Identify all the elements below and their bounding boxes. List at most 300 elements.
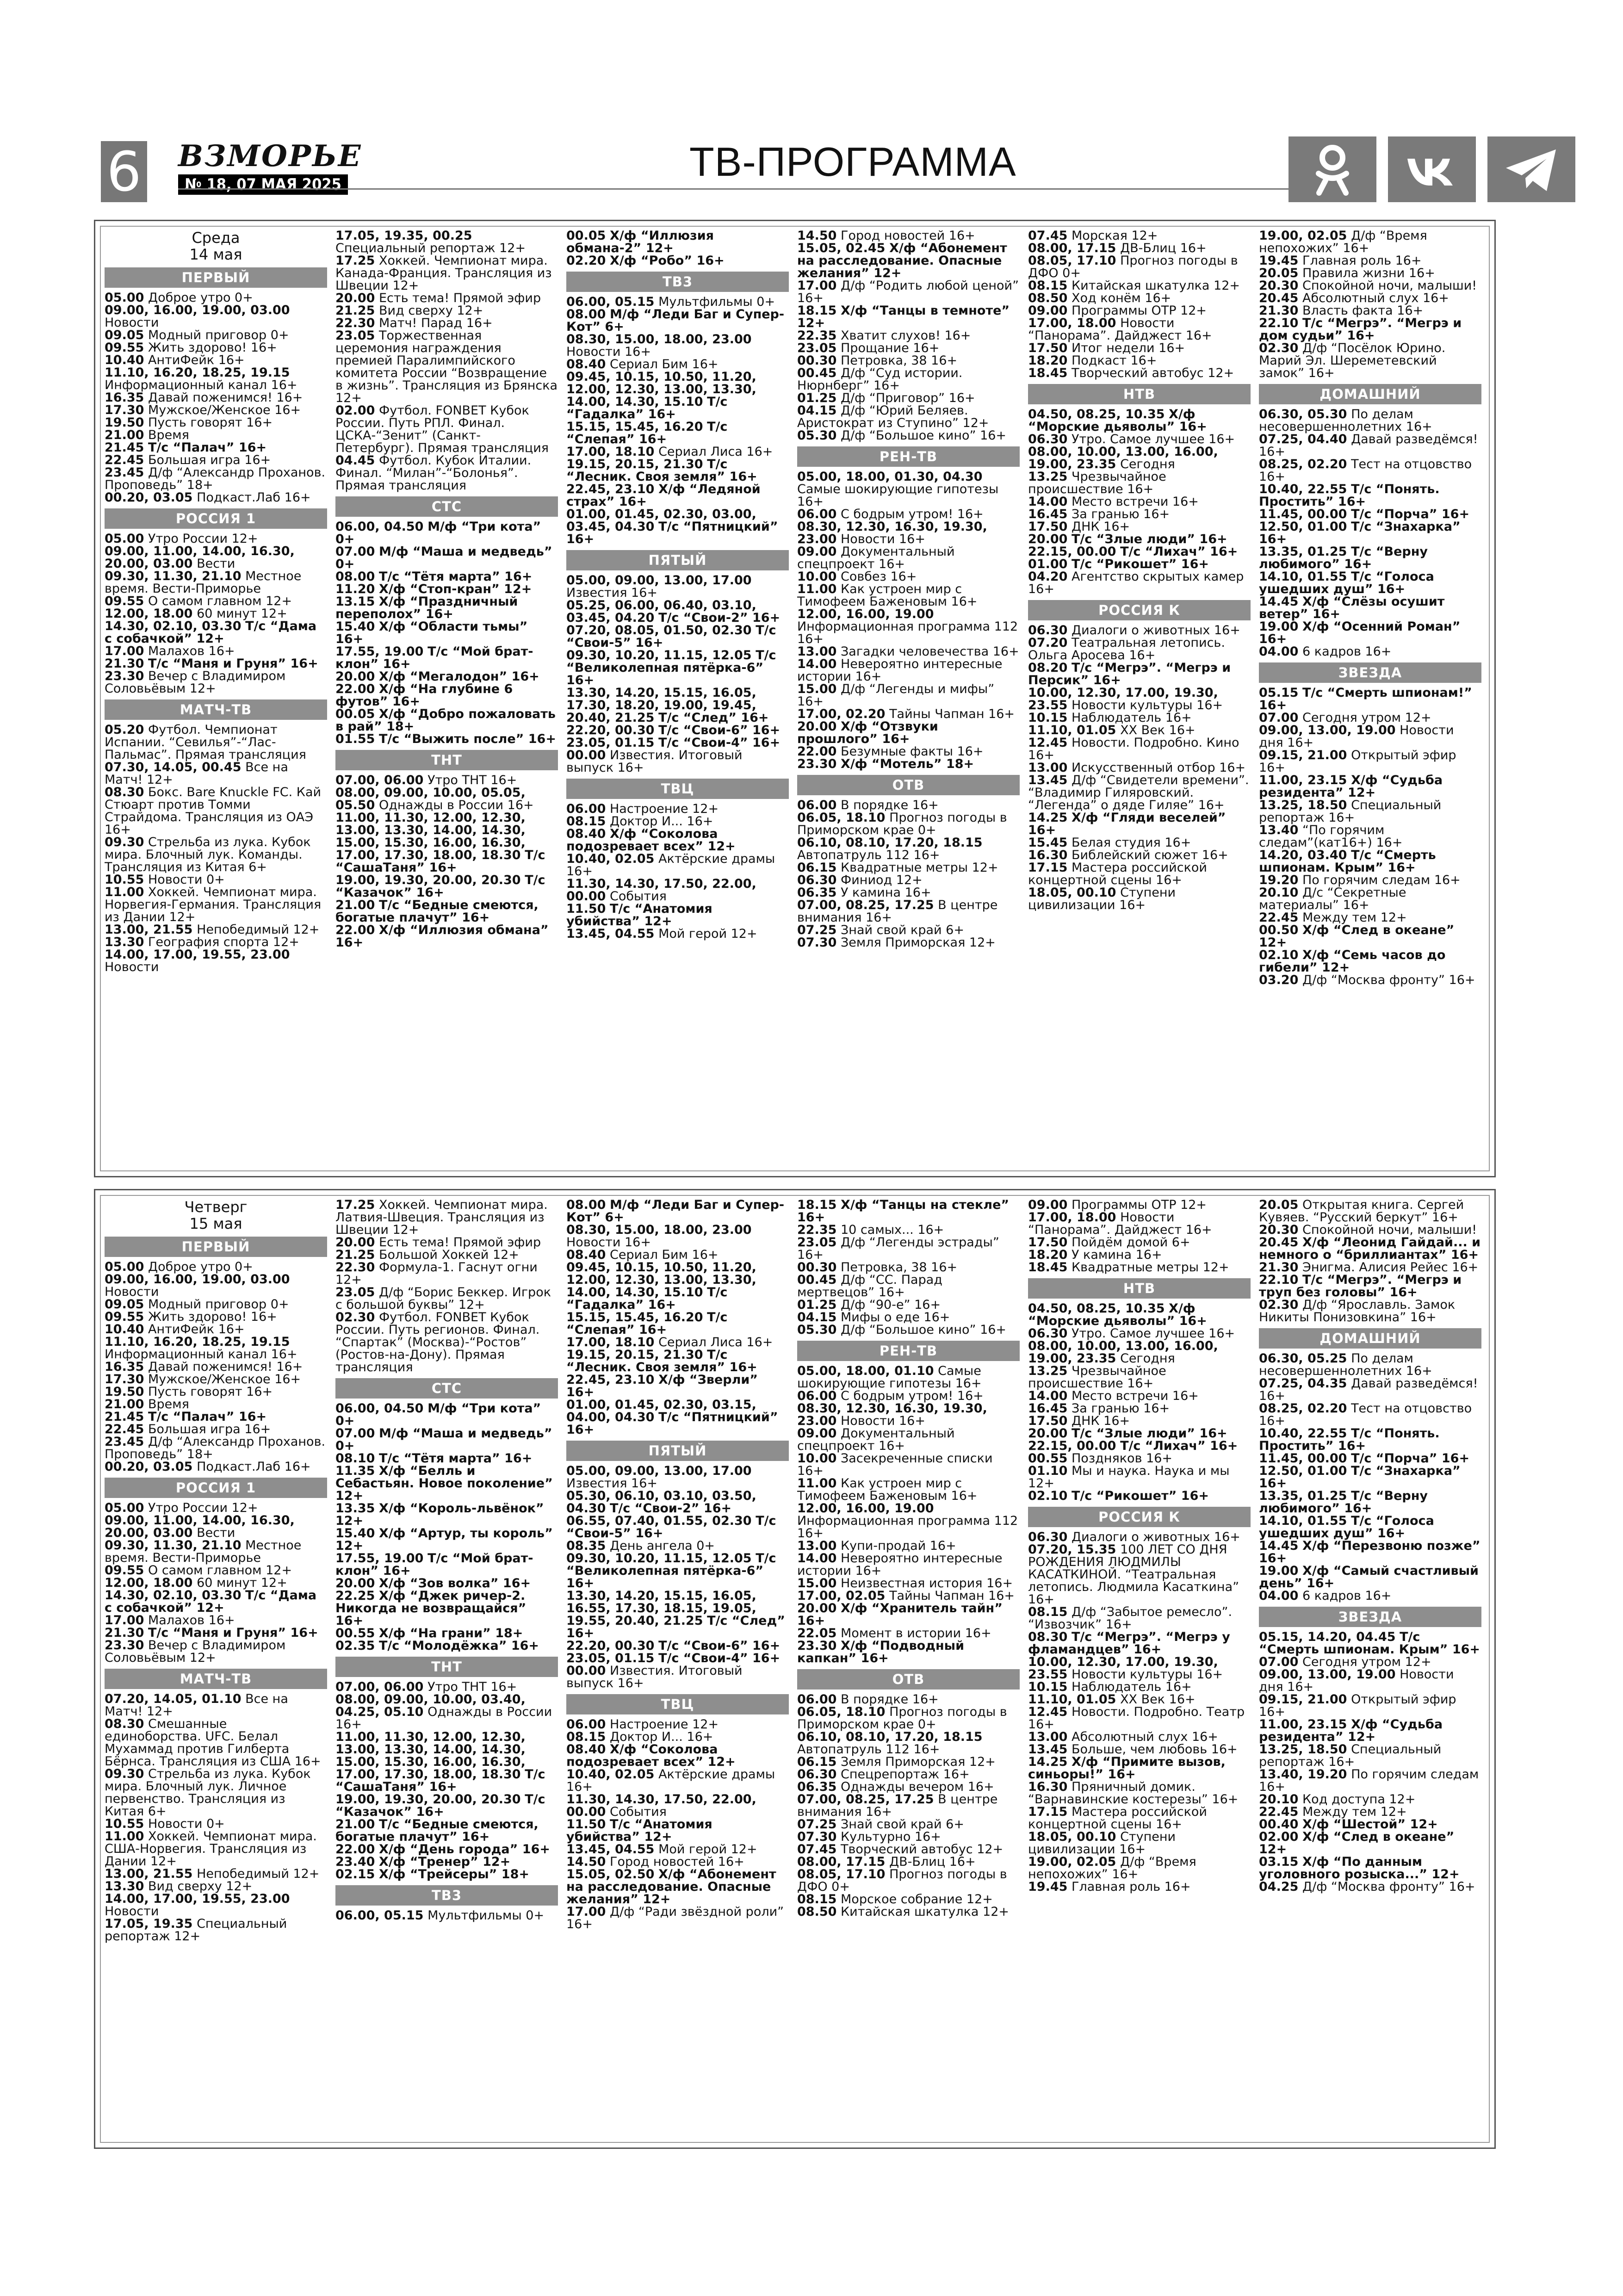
program-column <box>105 1199 335 2143</box>
program-title: Х/ф “Примите вызов, синьоры!” 16+ <box>1028 1755 1226 1782</box>
program-time: 22.25 <box>335 1589 375 1603</box>
program-title: Невероятно интересные истории 16+ <box>797 657 1003 684</box>
program-entry <box>566 736 789 749</box>
program-title: События <box>610 1805 667 1819</box>
program-entry <box>797 229 1020 242</box>
program-entry <box>105 936 327 948</box>
program-time: 08.00 <box>566 1199 606 1212</box>
program-entry <box>1259 1768 1481 1793</box>
program-title: Т/с “СашаТаня” 16+ <box>335 1767 545 1794</box>
program-time: 11.35 <box>335 1464 375 1478</box>
program-title: Пойдём домой 6+ <box>1072 1235 1190 1250</box>
program-time: 06.00 <box>566 802 606 816</box>
program-entry <box>797 1706 1020 1731</box>
program-time: 06.15 <box>797 1755 837 1769</box>
program-title: Смешанные единоборства. UFC. Белал Мухаммад против Гилберта Бёрнса. Трансляция из США 16+ <box>105 1717 321 1769</box>
program-entry <box>335 1427 558 1452</box>
channel-header: РЕН-ТВ <box>797 1341 1020 1361</box>
program-time: 08.10 <box>335 1451 375 1466</box>
program-entry <box>335 1452 558 1465</box>
program-time: 01.25 <box>797 391 837 405</box>
program-entry <box>1259 545 1481 570</box>
program-title: ДНК 16+ <box>1072 520 1130 534</box>
channel-header: РОССИЯ К <box>1028 600 1251 620</box>
program-time: 18.05, 00.10 <box>1028 1830 1116 1844</box>
program-title: Информационная программа 112 16+ <box>797 1514 1018 1541</box>
program-time: 23.30 <box>797 1639 837 1653</box>
program-time: 20.05 <box>1259 1199 1299 1212</box>
program-title: С бодрым утром! 16+ <box>841 1389 984 1403</box>
program-entry <box>566 358 789 371</box>
program-time: 13.25 <box>1028 470 1068 484</box>
program-time: 17.15 <box>1028 860 1068 875</box>
program-title: Х/ф “Мегалодон” 16+ <box>379 669 539 684</box>
program-entry <box>1028 495 1251 508</box>
channel-header: ДОМАШНИЙ <box>1259 384 1481 404</box>
program-entry <box>105 1880 327 1893</box>
program-time: 15.00 <box>797 1576 837 1590</box>
program-entry <box>105 620 327 645</box>
program-entry <box>1028 811 1251 836</box>
program-title: Власть факта 16+ <box>1302 303 1424 318</box>
program-entry <box>1259 1274 1481 1299</box>
program-entry <box>105 886 327 923</box>
program-entry <box>1028 1236 1251 1249</box>
program-title: Новости культуры 16+ <box>1072 1667 1223 1682</box>
channel-header: НТВ <box>1028 1278 1251 1299</box>
program-title: Т/с “Лихач” 16+ <box>1120 545 1238 559</box>
program-title: Т/с “Палач” 16+ <box>148 440 267 455</box>
program-title: Совбез 16+ <box>841 569 917 584</box>
program-entry <box>1259 408 1481 433</box>
program-entry <box>1028 774 1251 811</box>
program-time: 08.30 <box>105 785 144 799</box>
program-title: Х/ф “Джек ричер-2. Никогда не возвращайся” 16+ <box>335 1589 527 1628</box>
program-time: 13.45, 04.55 <box>566 927 655 941</box>
program-time: 02.30 <box>1259 341 1299 355</box>
program-title: Белая студия 16+ <box>1072 835 1191 850</box>
program-title: Тайны Чапман 16+ <box>889 1589 1015 1603</box>
program-time: 10.40, 02.05 <box>566 1767 655 1782</box>
program-title: Время <box>148 428 189 442</box>
program-time: 00.45 <box>797 366 837 380</box>
program-title: Земля Приморская 12+ <box>841 1755 996 1769</box>
program-entry <box>797 886 1020 899</box>
program-title: Спокойной ночи, малыши! <box>1302 278 1477 293</box>
program-title: Т/с “Верну любимого” 16+ <box>1259 545 1428 571</box>
program-entry <box>105 441 327 454</box>
program-title: Итог недели 16+ <box>1072 341 1185 355</box>
newspaper-logo: ВЗМОРЬЕ <box>178 139 362 173</box>
program-time: 08.00 <box>566 307 606 322</box>
program-time: 07.00, 08.25, 17.25 <box>797 898 934 912</box>
program-time: 08.00, 09.00, 10.00, 03.40, 04.25, 05.10 <box>335 1692 526 1719</box>
program-entry <box>1259 1881 1481 1893</box>
program-time: 05.00 <box>105 532 144 546</box>
program-title: Морское собрание 12+ <box>841 1892 993 1906</box>
program-entry <box>105 761 327 786</box>
program-title: Вести <box>197 557 235 571</box>
program-entry <box>335 1590 558 1627</box>
program-entry <box>1259 974 1481 986</box>
program-time: 00.00 <box>566 748 606 762</box>
program-title: Агентство скрытых камер 16+ <box>1028 569 1244 596</box>
program-title: Поздняков 16+ <box>1072 1451 1173 1466</box>
program-time: 17.15 <box>1028 1805 1068 1819</box>
program-title: ДНК 16+ <box>1072 1414 1130 1428</box>
program-title: Х/ф “Морские дьяволы” 16+ <box>1028 1301 1207 1328</box>
program-title: Х/ф “Танцы на стекле” 16+ <box>797 1199 1010 1225</box>
program-title: Д/ф “90-е” 16+ <box>841 1298 941 1312</box>
program-title: Китайская шкатулка 12+ <box>1072 278 1240 293</box>
channel-header: НТВ <box>1028 384 1251 404</box>
program-time: 17.05, 19.35, 00.25 <box>335 229 472 243</box>
program-title: Д/ф “Ради звёздной роли” 16+ <box>566 1905 784 1931</box>
program-entry <box>1028 367 1251 379</box>
program-entry <box>105 416 327 429</box>
program-time: 22.20, 00.30 <box>566 1639 655 1653</box>
program-entry <box>1259 1818 1481 1831</box>
program-title: Вид сверху 12+ <box>379 303 483 318</box>
program-title: 6 кадров 16+ <box>1302 1589 1392 1603</box>
program-entry <box>1259 1656 1481 1668</box>
program-title: Пусть говорят 16+ <box>148 1385 273 1399</box>
program-time: 21.30 <box>1259 1260 1299 1275</box>
program-entry <box>335 1793 558 1818</box>
program-entry <box>335 583 558 595</box>
program-title: Модный приговор 0+ <box>148 1297 289 1312</box>
program-time: 19.00, 19.30, 20.00, 20.30 <box>335 873 521 887</box>
program-title: Финиод 12+ <box>841 873 923 887</box>
program-entry <box>105 1373 327 1386</box>
program-time: 17.55, 19.00 <box>335 644 424 659</box>
program-title: Утро. Самое лучшее 16+ <box>1072 432 1235 446</box>
program-title: Специальный репортаж 16+ <box>1259 1742 1442 1769</box>
program-time: 16.35 <box>105 390 144 405</box>
program-title: Х/ф “Осенний Роман” 16+ <box>1259 619 1461 646</box>
program-time: 13.25 <box>1028 1364 1068 1378</box>
program-entry <box>1259 1793 1481 1806</box>
program-title: Т/с “Порча” 16+ <box>1351 507 1470 521</box>
program-title: Х/ф “Семь часов до гибели” 12+ <box>1259 948 1446 975</box>
program-entry <box>566 458 789 483</box>
program-entry <box>1028 1211 1251 1236</box>
program-entry <box>1259 520 1481 545</box>
program-entry <box>1259 824 1481 849</box>
program-entry <box>566 1224 789 1249</box>
program-entry <box>335 1465 558 1502</box>
program-time: 07.25, 04.40 <box>1259 432 1347 446</box>
program-entry <box>1028 687 1251 712</box>
program-title: М/ф “Маша и медведь” 0+ <box>335 545 552 571</box>
channel-header: ДОМАШНИЙ <box>1259 1328 1481 1349</box>
program-title: Тайны Чапман 16+ <box>889 707 1015 721</box>
program-title: Как устроен мир с Тимофеем Баженовым 16+ <box>797 1476 978 1503</box>
vk-icon[interactable] <box>1388 136 1476 202</box>
program-entry <box>335 292 558 304</box>
program-time: 14.25 <box>1028 811 1068 825</box>
program-title: Время <box>148 1397 189 1411</box>
program-title: М/ф “Три кота” 0+ <box>335 520 541 546</box>
program-entry <box>335 1552 558 1577</box>
program-time: 14.30, 02.10, 03.30 <box>105 1588 242 1603</box>
program-time: 18.15 <box>797 1199 837 1212</box>
program-title: География спорта 12+ <box>148 935 299 949</box>
program-title: Искусственный отбор 16+ <box>1072 761 1246 775</box>
program-entry <box>1259 1515 1481 1540</box>
program-time: 20.00 <box>335 1576 375 1590</box>
program-time: 20.45 <box>1259 1235 1299 1250</box>
program-title: По делам несовершеннолетних 16+ <box>1259 1351 1432 1378</box>
program-title: 10 самых... 16+ <box>841 1223 944 1237</box>
program-entry <box>1028 1340 1251 1365</box>
program-entry <box>105 1423 327 1436</box>
channel-header: ТВЦ <box>566 779 789 799</box>
program-time: 06.00, 05.15 <box>566 295 655 309</box>
program-entry <box>1028 886 1251 911</box>
program-time: 22.45 <box>1259 1805 1299 1819</box>
program-entry <box>566 446 789 458</box>
program-title: Открытая книга. Сергей Кувяев. “Русский беркут” 16+ <box>1259 1199 1464 1225</box>
program-entry <box>105 1614 327 1627</box>
program-entry <box>1259 254 1481 267</box>
program-title: Х/ф “По данным уголовного розыска...” 12+ <box>1259 1855 1460 1881</box>
program-time: 17.00 <box>566 1905 606 1919</box>
program-time: 07.25 <box>797 1817 837 1832</box>
program-time: 17.30 <box>105 403 144 417</box>
program-title: Х/ф “Ледяной страх” 16+ <box>566 482 761 509</box>
program-time: 19.45 <box>1259 254 1299 268</box>
channel-header: СТС <box>335 496 558 517</box>
program-time: 18.20 <box>1028 1248 1068 1262</box>
program-time: 04.50, 08.25, 10.35 <box>1028 1301 1165 1316</box>
program-time: 05.00 <box>105 1260 144 1274</box>
program-time: 08.15 <box>566 1730 606 1744</box>
program-title: М/ф “Леди Баг и Супер-Кот” 6+ <box>566 1199 785 1225</box>
program-entry <box>566 333 789 358</box>
program-time: 12.50, 01.00 <box>1259 520 1347 534</box>
program-title: Абсолютный слух 16+ <box>1302 291 1449 305</box>
program-time: 09.55 <box>105 340 144 355</box>
program-title: Стрельба из лука. Кубок мира. Блочный лук. Личное первенство. Трансляция из Китая 6+ <box>105 1767 311 1819</box>
program-time: 15.40 <box>335 1526 375 1541</box>
program-title: Т/с “Смерть шпионам!” 16+ <box>1259 686 1472 712</box>
program-entry <box>1259 1199 1481 1224</box>
program-title: Сегодня <box>1120 1351 1175 1366</box>
program-time: 19.45 <box>1028 1880 1068 1894</box>
program-title: Квадратные метры 12+ <box>841 860 998 875</box>
channel-header: ПЯТЫЙ <box>566 1441 789 1461</box>
program-time: 13.35, 01.25 <box>1259 1489 1347 1503</box>
program-time: 04.45 <box>335 453 375 468</box>
program-title: 60 минут 12+ <box>197 606 287 621</box>
program-time: 05.15, 14.20, 04.45 <box>1259 1630 1396 1644</box>
program-title: Мастера российской концертной сцены 16+ <box>1028 1805 1207 1832</box>
program-entry <box>105 873 327 886</box>
program-title: Х/ф “Иллюзия обмана” 16+ <box>335 923 549 950</box>
program-entry <box>1259 342 1481 379</box>
program-entry <box>1259 483 1481 508</box>
program-title: Спецрепортаж 16+ <box>841 1767 970 1782</box>
program-entry <box>335 329 558 404</box>
program-entry <box>797 1540 1020 1552</box>
program-title: Х/ф “Мотель” 18+ <box>841 757 974 771</box>
channel-header: МАТЧ-ТВ <box>105 699 327 720</box>
program-entry <box>566 1640 789 1652</box>
program-title: Сегодня <box>1120 457 1175 471</box>
program-entry <box>1028 1327 1251 1340</box>
program-entry <box>1028 342 1251 354</box>
program-time: 21.00 <box>105 428 144 442</box>
program-entry <box>1028 533 1251 545</box>
program-entry <box>797 899 1020 924</box>
program-time: 07.00 <box>1259 711 1299 725</box>
program-title: Место встречи 16+ <box>1072 495 1199 509</box>
program-title: Х/ф “Тренер” 12+ <box>379 1855 511 1869</box>
program-time: 08.40 <box>566 1742 606 1757</box>
program-entry <box>566 371 789 421</box>
program-entry <box>797 1843 1020 1856</box>
program-entry <box>797 329 1020 342</box>
program-title: Новости 16+ <box>841 532 925 546</box>
program-entry <box>105 1718 327 1768</box>
program-time: 04.25 <box>1259 1880 1299 1894</box>
program-entry <box>797 836 1020 861</box>
program-title: Стрельба из лука. Кубок мира. Блочный лук. Команды. Трансляция из Китая 6+ <box>105 835 311 874</box>
program-entry <box>105 1818 327 1830</box>
program-time: 22.45, 23.10 <box>566 1373 655 1387</box>
program-entry <box>1028 1881 1251 1893</box>
program-column <box>797 229 1028 1171</box>
program-title: Д/ф “Время непохожих” 16+ <box>1028 1855 1196 1881</box>
program-entry <box>335 1693 558 1731</box>
program-title: Новости 0+ <box>148 1817 225 1831</box>
program-title: Новости дня 16+ <box>1259 723 1454 750</box>
program-title: Новости культуры 16+ <box>1072 698 1223 712</box>
program-title: Мужское/Женское 16+ <box>148 1372 301 1386</box>
channel-header: ТВЦ <box>566 1694 789 1714</box>
program-entry <box>566 1311 789 1336</box>
program-entry <box>1259 749 1481 774</box>
program-entry <box>335 670 558 683</box>
program-title: Т/с “Лесник. Своя земля” 16+ <box>566 1348 757 1374</box>
program-entry <box>105 724 327 761</box>
program-time: 00.50 <box>1259 923 1299 937</box>
program-time: 00.05 <box>566 229 606 243</box>
program-entry <box>1028 1693 1251 1706</box>
channel-header: РОССИЯ К <box>1028 1507 1251 1527</box>
program-time: 04.00 <box>1259 644 1299 659</box>
program-entry <box>105 304 327 329</box>
program-time: 04.15 <box>797 403 837 418</box>
program-entry <box>105 1436 327 1461</box>
program-time: 11.00, 23.15 <box>1259 773 1347 787</box>
program-entry <box>1259 1743 1481 1768</box>
program-title: Сериал Лиса 16+ <box>658 1335 773 1349</box>
program-entry <box>566 1336 789 1349</box>
program-entry <box>335 1402 558 1427</box>
program-entry <box>1259 1693 1481 1718</box>
program-title: Утро ТНТ 16+ <box>427 1680 517 1694</box>
program-time: 08.30 <box>1028 1630 1068 1644</box>
ok-icon[interactable] <box>1288 136 1376 202</box>
program-title: Х/ф “На глубине 6 футов” 16+ <box>335 682 513 709</box>
program-time: 02.00 <box>1259 1830 1299 1844</box>
program-time: 07.20, 08.05, 01.50, 02.30 <box>566 623 752 637</box>
program-time: 05.00 <box>105 1501 144 1515</box>
program-entry <box>797 1906 1020 1918</box>
program-entry <box>797 1640 1020 1665</box>
program-time: 11.30, 14.30, 17.50, 22.00, 00.00 <box>566 1792 756 1819</box>
program-title: Т/с “Свои-6” 16+ <box>658 1639 781 1653</box>
program-title: Тест на отцовство 16+ <box>1259 457 1472 484</box>
program-time: 09.05 <box>105 1297 144 1312</box>
program-entry <box>566 1490 789 1515</box>
program-title: Момент в истории 16+ <box>841 1626 991 1640</box>
program-time: 13.00 <box>797 644 837 659</box>
program-time: 13.25, 18.50 <box>1259 798 1347 812</box>
program-time: 06.10, 08.10, 17.20, 18.15 <box>797 1730 983 1744</box>
program-title: Доброе утро 0+ <box>148 1260 253 1274</box>
program-title: Х/ф “На грани” 18+ <box>379 1626 523 1640</box>
program-entry <box>566 421 789 446</box>
program-entry <box>335 404 558 454</box>
program-entry <box>797 470 1020 508</box>
program-title: Автопатруль 112 16+ <box>797 1742 940 1757</box>
program-entry <box>1028 1856 1251 1881</box>
program-entry <box>1259 292 1481 304</box>
program-entry <box>797 745 1020 758</box>
program-title: Т/с “Свои-2” 16+ <box>658 611 781 625</box>
program-time: 06.00, 04.50 <box>335 520 424 534</box>
program-title: Прогноз погоды в ДФО 0+ <box>1028 254 1238 280</box>
program-columns <box>105 229 1490 1171</box>
program-entry <box>335 1868 558 1881</box>
channel-header: СТС <box>335 1378 558 1399</box>
program-time: 12.00, 16.00, 19.00 <box>797 1501 934 1516</box>
program-title: Т/с “Понять. Простить” 16+ <box>1259 482 1440 509</box>
program-entry <box>797 520 1020 545</box>
program-title: Д/с “Секретные материалы” 16+ <box>1259 885 1406 912</box>
program-time: 14.00 <box>797 657 837 671</box>
telegram-icon[interactable] <box>1487 136 1575 202</box>
program-entry <box>335 620 558 645</box>
program-title: Т/с “Свои-4” 16+ <box>658 736 781 750</box>
program-entry <box>797 1236 1020 1261</box>
program-entry <box>797 608 1020 645</box>
program-entry <box>566 687 789 724</box>
program-time: 07.45 <box>797 1842 837 1857</box>
program-time: 08.00, 09.00, 10.00, 05.05, 05.50 <box>335 786 526 812</box>
program-entry <box>797 1577 1020 1590</box>
program-time: 22.30 <box>335 316 375 330</box>
program-time: 05.15 <box>1259 686 1299 700</box>
program-title: Город новостей 16+ <box>610 1855 744 1869</box>
program-entry <box>1028 836 1251 849</box>
program-time: 09.00 <box>1028 1199 1068 1212</box>
program-entry <box>335 924 558 949</box>
program-time: 04.00 <box>1259 1589 1299 1603</box>
program-entry <box>1028 1302 1251 1327</box>
program-title: Т/с “Свои-5” 16+ <box>566 623 776 650</box>
program-entry <box>105 948 327 973</box>
program-title: Утро России 12+ <box>148 1501 258 1515</box>
program-entry <box>335 1286 558 1311</box>
program-time: 22.00 <box>797 744 837 759</box>
program-entry <box>566 1843 789 1856</box>
program-entry <box>566 803 789 815</box>
program-time: 06.30 <box>1028 1530 1068 1544</box>
